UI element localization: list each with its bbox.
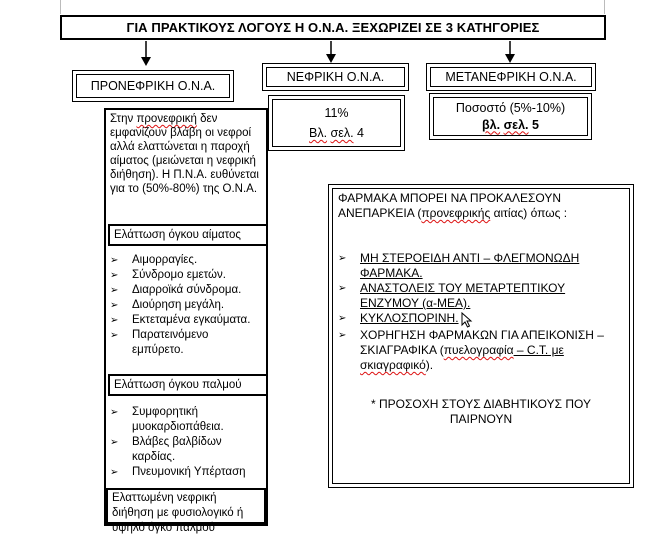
- bullet-arrow-icon: ➢: [338, 313, 347, 324]
- bullet-arrow-icon: ➢: [110, 300, 119, 311]
- list-item: ➢ Σύνδρομο εμετών.: [110, 269, 226, 281]
- list-item: ➢ Διούρηση μεγάλη.: [110, 299, 225, 311]
- renal-info-inner: [272, 99, 401, 147]
- bullet-arrow-icon: ➢: [110, 270, 119, 281]
- section-filtration-title: Ελαττωμένη νεφρική διήθηση με φυσιολογικό ή υψηλό όγκο παλμού: [106, 488, 266, 524]
- list-item: ➢ Πνευμονική Υπέρταση: [110, 466, 246, 478]
- arrow-down-icon: [141, 41, 151, 66]
- renal-info-box: [268, 95, 405, 151]
- bullet-arrow-icon: ➢: [110, 285, 119, 296]
- list-item: ➢ Συμφορητική μυοκαρδιοπάθεια.: [110, 406, 224, 433]
- renal-category-label: ΝΕΦΡΙΚΗ Ο.Ν.Α.: [266, 67, 405, 87]
- list-item: ➢ Παρατεινόμενο εμπύρετο.: [110, 329, 209, 356]
- postrenal-info-inner: [433, 97, 588, 136]
- mouse-cursor-icon: [461, 312, 473, 328]
- drugs-list: [338, 251, 624, 373]
- section-blood-volume-title: Ελάττωση όγκου αίματος: [108, 224, 268, 246]
- arrow-down-icon: [326, 41, 336, 63]
- bullet-arrow-icon: ➢: [110, 255, 119, 266]
- list-item: ➢ Διαρροϊκά σύνδρομα.: [110, 284, 242, 296]
- prerenal-panel: [104, 108, 268, 526]
- bullet-arrow-icon: ➢: [338, 330, 347, 341]
- postrenal-info-box: [429, 93, 592, 140]
- page-corner-mark-left: [60, 0, 61, 14]
- postrenal-page-ref: βλ. σελ. 5: [482, 117, 539, 132]
- bullet-arrow-icon: ➢: [110, 467, 119, 478]
- list-item: ➢ Εκτεταμένα εγκαύματα.: [110, 314, 251, 326]
- list-item: ➢ ΜΗ ΣΤΕΡΟΕΙΔΗ ΑΝΤΙ – ΦΛΕΓΜΟΝΩΔΗ ΦΑΡΜΑΚΑ.: [338, 251, 580, 280]
- page-title: ΓΙΑ ΠΡΑΚΤΙΚΟΥΣ ΛΟΓΟΥΣ Η Ο.Ν.Α. ΞΕΧΩΡΙΖΕΙ ΣΕ 3 ΚΑΤΗΓΟΡΙΕΣ: [126, 20, 540, 35]
- page-corner-mark-right: [604, 0, 605, 14]
- postrenal-percent: Ποσοστό (5%-10%): [455, 100, 566, 115]
- renal-percent: 11%: [324, 106, 349, 120]
- renal-page-ref: Βλ. σελ. 4: [309, 126, 364, 140]
- bullet-arrow-icon: ➢: [338, 283, 347, 294]
- prerenal-category-label: ΠΡΟΝΕΦΡΙΚΗ Ο.Ν.Α.: [76, 74, 230, 98]
- list-item: ➢ ΚΥΚΛΟΣΠΟΡΙΝΗ.: [338, 311, 624, 328]
- bullet-arrow-icon: ➢: [338, 253, 347, 264]
- prerenal-intro: Στην προνεφρική δεν εμφανίζουν βλάβη οι νεφροί αλλά ελαττώνεται η παροχή αίματος (μειώνεται η νεφρική διήθηση). Η Π.Ν.Α. ευθύνεται για το (50%-80%) της Ο.Ν.Α.: [110, 113, 259, 195]
- drugs-title: ΦΑΡΜΑΚΑ ΜΠΟΡΕΙ ΝΑ ΠΡΟΚΑΛΕΣΟΥΝ ΑΝΕΠΑΡΚΕΙΑ (προνεφρικής αιτίας) όπως :: [338, 191, 568, 220]
- arrow-down-icon: [505, 41, 515, 63]
- list-item: [338, 328, 624, 373]
- drugs-panel-inner: [332, 188, 630, 484]
- list-item: ➢ Βλάβες βαλβίδων καρδίας.: [110, 436, 222, 463]
- drugs-note: * ΠΡΟΣΟΧΗ ΣΤΟΥΣ ΔΙΑΒΗΤΙΚΟΥΣ ΠΟΥ ΠΑΙΡΝΟΥΝ: [371, 397, 591, 426]
- list-item: ➢ ΑΝΑΣΤΟΛΕΙΣ ΤΟΥ ΜΕΤΑΡΤΕΠΤΙΚΟΥ ΕΝΖΥΜΟΥ (α-ΜΕΑ).: [338, 281, 566, 310]
- section-blood-volume-list: [110, 253, 262, 358]
- drugs-item-contrast: ΧΟΡΗΓΗΣΗ ΦΑΡΜΑΚΩΝ ΓΙΑ ΑΠΕΙΚΟΝΙΣΗ – ΣΚΙΑΓΡΑΦΙΚΑ (πυελογραφία – C.T. με σκιαγραφικό).: [360, 328, 604, 372]
- drugs-panel: [328, 184, 634, 488]
- prerenal-category-box: [72, 70, 234, 102]
- bullet-arrow-icon: ➢: [110, 437, 119, 448]
- postrenal-category-box: [426, 63, 596, 91]
- section-stroke-volume-list: [110, 405, 262, 480]
- renal-category-box: [262, 63, 409, 91]
- bullet-arrow-icon: ➢: [110, 330, 119, 341]
- bullet-arrow-icon: ➢: [110, 407, 119, 418]
- list-item: ➢ Αιμορραγίες.: [110, 254, 198, 266]
- section-stroke-volume-title: Ελάττωση όγκου παλμού: [108, 374, 268, 396]
- bullet-arrow-icon: ➢: [110, 315, 119, 326]
- postrenal-category-label: ΜΕΤΑΝΕΦΡΙΚΗ Ο.Ν.Α.: [430, 67, 592, 87]
